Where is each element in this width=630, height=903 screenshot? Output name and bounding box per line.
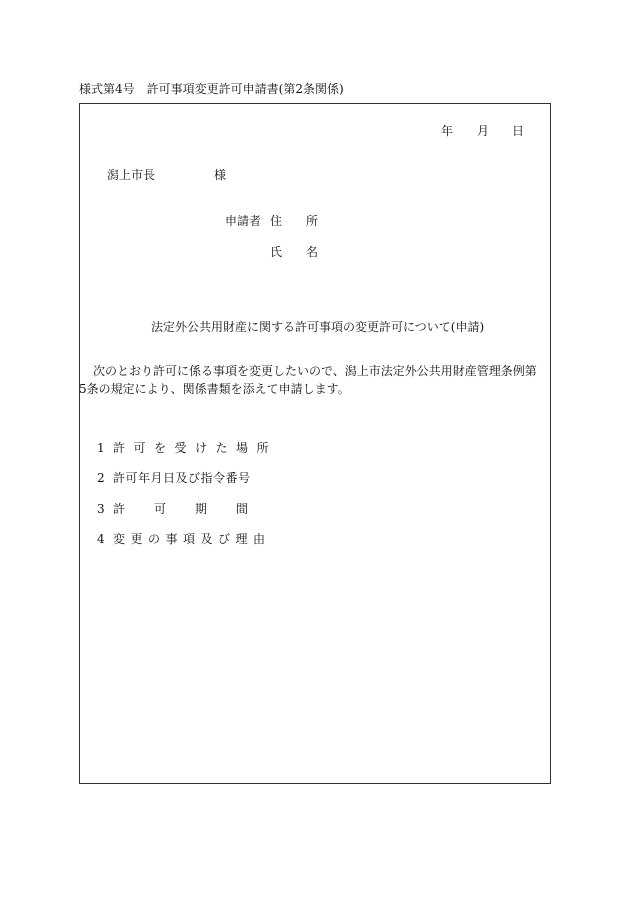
- list-item: [97, 469, 251, 486]
- applicant-label: 申請者: [225, 214, 262, 228]
- name-label-part-2: 名: [306, 245, 319, 259]
- subject-line: 法定外公共用財産に関する許可事項の変更許可について(申請): [151, 320, 485, 334]
- date-day-label: 日: [512, 124, 525, 138]
- addressee: 潟上市長: [107, 168, 156, 182]
- form-heading: 様式第4号 許可事項変更許可申請書(第2条関係): [79, 82, 344, 96]
- date-month-label: 月: [477, 124, 490, 138]
- body-text-line-2: 5条の規定により、関係書類を添えて申請します。: [79, 382, 350, 396]
- item-label: 許可期間: [113, 502, 278, 516]
- item-number: 2: [97, 471, 105, 485]
- addressee-honorific: 様: [214, 168, 227, 182]
- date-year-label: 年: [441, 124, 454, 138]
- address-label-part-1: 住: [270, 214, 283, 228]
- item-number: 4: [97, 532, 105, 546]
- item-label: 変更の事項及び理由: [113, 532, 271, 546]
- item-label: 許可年月日及び指令番号: [113, 471, 251, 485]
- name-label-part-1: 氏: [270, 245, 283, 259]
- item-number: 1: [97, 441, 105, 455]
- list-item: [97, 500, 277, 517]
- body-text-line-1: 次のとおり許可に係る事項を変更したいので、潟上市法定外公共用財産管理条例第: [93, 364, 537, 378]
- list-item: [97, 530, 271, 547]
- address-label-part-2: 所: [306, 214, 319, 228]
- list-item: [97, 439, 277, 456]
- item-number: 3: [97, 502, 105, 516]
- item-label: 許可を受けた場所: [113, 441, 278, 455]
